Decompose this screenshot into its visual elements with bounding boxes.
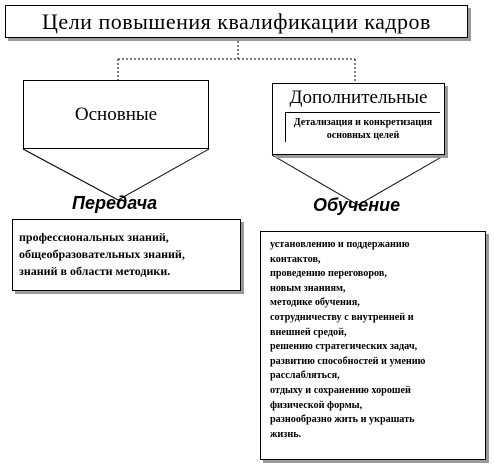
list-item: общеобразовательных знаний, bbox=[19, 247, 185, 261]
main-goals-box bbox=[23, 80, 209, 149]
transfer-box bbox=[12, 219, 241, 291]
transfer-list bbox=[13, 229, 240, 280]
title-box bbox=[5, 5, 468, 38]
dashed-connectors bbox=[118, 41, 355, 83]
list-item: знаний в области методики. bbox=[19, 264, 171, 278]
list-item: разнообразно жить и украшать bbox=[270, 414, 415, 426]
list-item: решению стратегических задач, bbox=[270, 341, 418, 353]
additional-goals-box bbox=[272, 83, 445, 155]
list-item: контактов, bbox=[270, 253, 321, 265]
list-item: профессиональных знаний, bbox=[19, 230, 169, 244]
learning-box bbox=[260, 231, 486, 460]
list-item: сотрудничеству с внутренней и bbox=[270, 311, 414, 323]
diagram-title: Цели повышения квалификации кадров bbox=[42, 8, 431, 34]
additional-goals-label: Дополнительные bbox=[289, 87, 428, 108]
list-item: методике обучения, bbox=[270, 297, 360, 309]
list-item: отдыху и сохранению хорошей bbox=[270, 384, 411, 396]
main-goals-label: Основные bbox=[74, 103, 158, 125]
list-item: физической формы, bbox=[270, 399, 363, 411]
list-item: внешней средой, bbox=[270, 326, 347, 338]
list-item: новым знаниям, bbox=[270, 282, 346, 294]
list-item: расслабляться, bbox=[270, 370, 340, 382]
list-item: жизнь. bbox=[270, 428, 302, 440]
list-item: установлению и поддержанию bbox=[270, 239, 410, 250]
learning-list bbox=[261, 238, 485, 442]
list-item: проведению переговоров, bbox=[270, 268, 387, 280]
additional-goals-note: Детализация и конкретизация основных целей bbox=[285, 112, 440, 142]
learning-label: Обучение bbox=[313, 195, 401, 215]
list-item: развитию способностей и умению bbox=[270, 355, 426, 367]
transfer-label: Передача bbox=[72, 193, 158, 213]
